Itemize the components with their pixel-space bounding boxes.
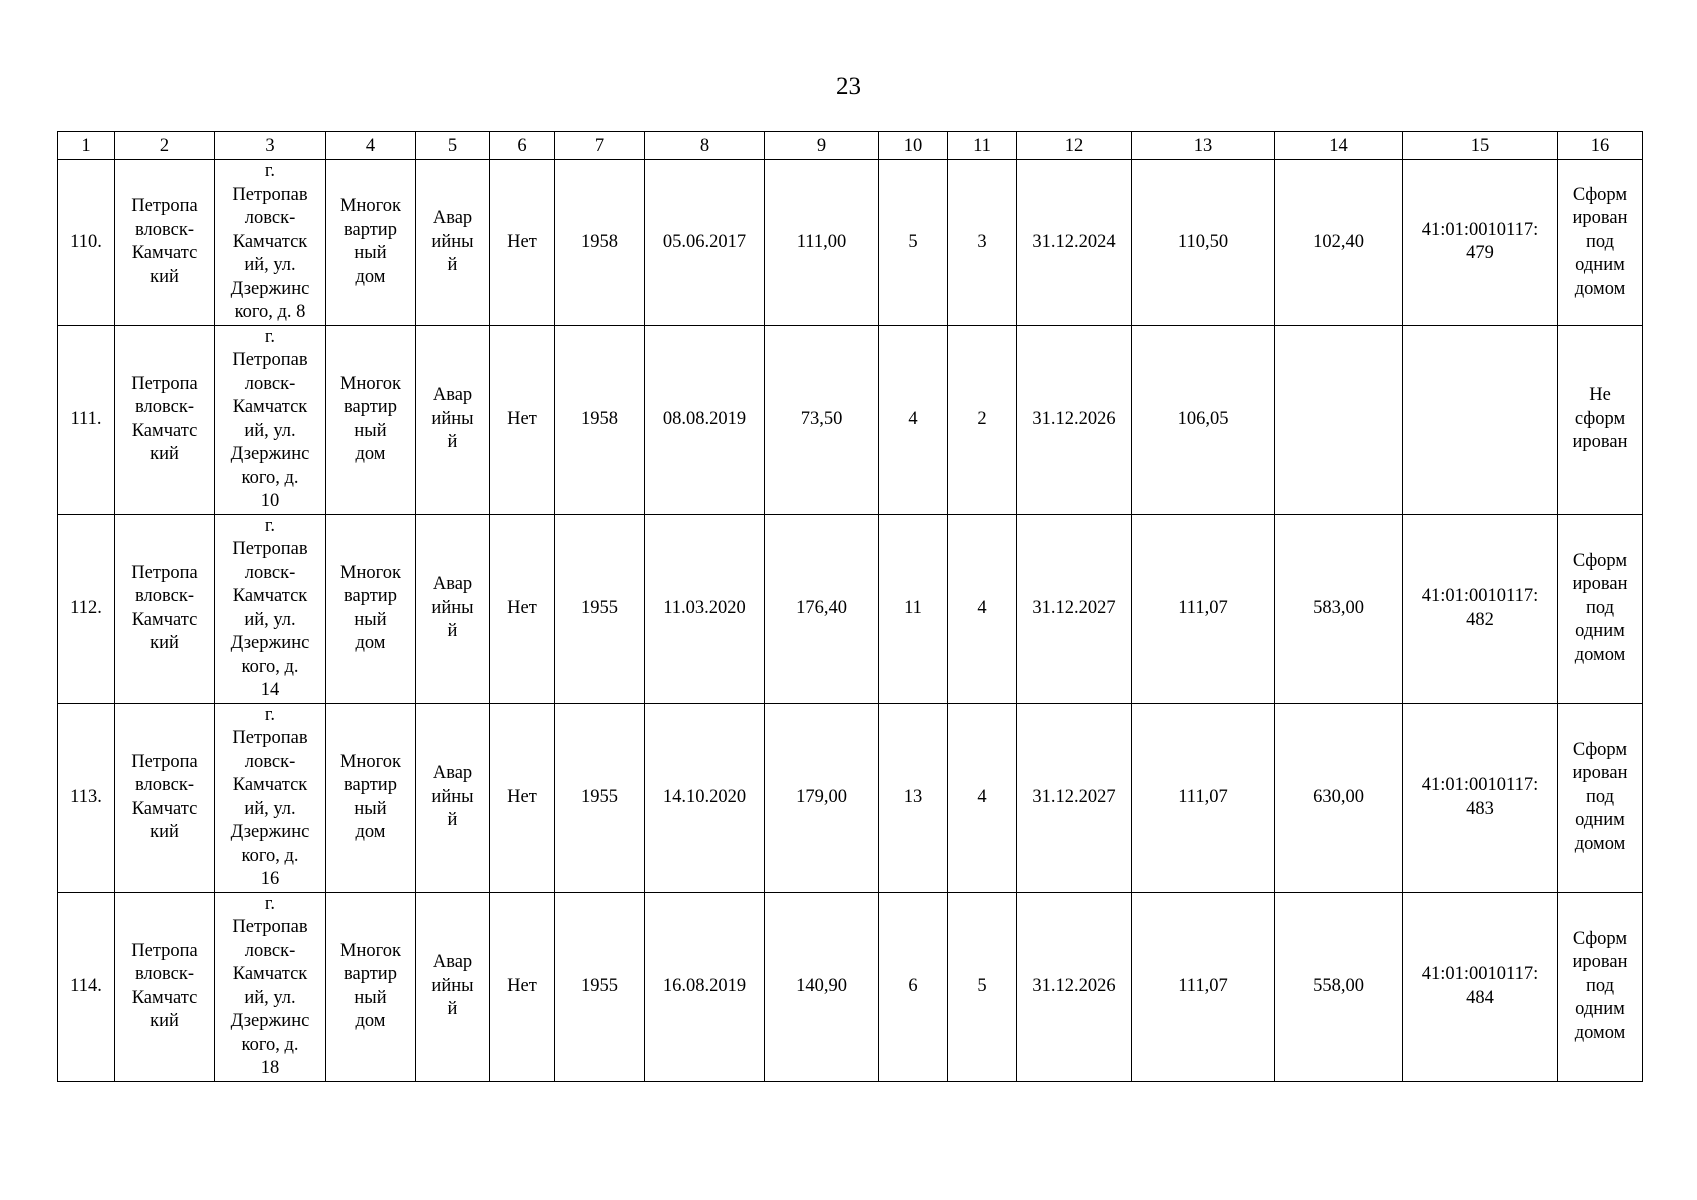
column-header: 15 bbox=[1403, 132, 1558, 160]
table-cell: Нет bbox=[490, 160, 555, 326]
table-row bbox=[58, 703, 1643, 892]
housing-registry-table bbox=[57, 131, 1643, 1082]
date-cell: 16.08.2019 bbox=[645, 892, 765, 1081]
table-cell: Нет bbox=[490, 325, 555, 514]
table-row bbox=[58, 325, 1643, 514]
deadline-cell: 31.12.2026 bbox=[1017, 325, 1132, 514]
area-cell: 73,50 bbox=[765, 325, 879, 514]
page-number: 23 bbox=[836, 73, 861, 100]
table-cell: 106,05 bbox=[1132, 325, 1275, 514]
area-cell: 176,40 bbox=[765, 514, 879, 703]
table-cell bbox=[1275, 325, 1403, 514]
address-cell: г. Петропав ловск- Камчатск ий, ул. Дзержинс кого, д. 10 bbox=[215, 325, 326, 514]
table-cell: 111,07 bbox=[1132, 703, 1275, 892]
table-cell: Нет bbox=[490, 892, 555, 1081]
year-cell: 1958 bbox=[555, 325, 645, 514]
address-cell: г. Петропав ловск- Камчатск ий, ул. Дзержинс кого, д. 14 bbox=[215, 514, 326, 703]
condition-cell: Авар ийны й bbox=[416, 325, 490, 514]
municipality-cell: Петропа вловск- Камчатс кий bbox=[115, 892, 215, 1081]
table-cell: 3 bbox=[948, 160, 1017, 326]
table-cell: 11 bbox=[879, 514, 948, 703]
table-row bbox=[58, 514, 1643, 703]
table-cell: 110,50 bbox=[1132, 160, 1275, 326]
municipality-cell: Петропа вловск- Камчатс кий bbox=[115, 160, 215, 326]
column-header: 12 bbox=[1017, 132, 1132, 160]
column-header: 2 bbox=[115, 132, 215, 160]
table-row bbox=[58, 892, 1643, 1081]
table-cell: 5 bbox=[948, 892, 1017, 1081]
condition-cell: Авар ийны й bbox=[416, 703, 490, 892]
date-cell: 08.08.2019 bbox=[645, 325, 765, 514]
column-header: 6 bbox=[490, 132, 555, 160]
municipality-cell: Петропа вловск- Камчатс кий bbox=[115, 703, 215, 892]
table-cell: 102,40 bbox=[1275, 160, 1403, 326]
table-cell: 4 bbox=[948, 703, 1017, 892]
column-header: 9 bbox=[765, 132, 879, 160]
year-cell: 1955 bbox=[555, 514, 645, 703]
address-cell: г. Петропав ловск- Камчатск ий, ул. Дзержинс кого, д. 8 bbox=[215, 160, 326, 326]
cadastral-number-cell bbox=[1403, 325, 1558, 514]
column-header: 16 bbox=[1558, 132, 1643, 160]
column-header: 11 bbox=[948, 132, 1017, 160]
row-number-cell: 110. bbox=[58, 160, 115, 326]
area-cell: 179,00 bbox=[765, 703, 879, 892]
condition-cell: Авар ийны й bbox=[416, 160, 490, 326]
column-header: 4 bbox=[326, 132, 416, 160]
building-type-cell: Многок вартир ный дом bbox=[326, 892, 416, 1081]
municipality-cell: Петропа вловск- Камчатс кий bbox=[115, 514, 215, 703]
table-row bbox=[58, 160, 1643, 326]
table-cell: 6 bbox=[879, 892, 948, 1081]
land-plot-status-cell: Сформ ирован под одним домом bbox=[1558, 703, 1643, 892]
table-cell: 2 bbox=[948, 325, 1017, 514]
column-header: 13 bbox=[1132, 132, 1275, 160]
column-header: 10 bbox=[879, 132, 948, 160]
building-type-cell: Многок вартир ный дом bbox=[326, 325, 416, 514]
table-cell: 13 bbox=[879, 703, 948, 892]
column-header: 7 bbox=[555, 132, 645, 160]
table-cell: 111,07 bbox=[1132, 892, 1275, 1081]
column-header: 5 bbox=[416, 132, 490, 160]
table-cell: 5 bbox=[879, 160, 948, 326]
column-header: 14 bbox=[1275, 132, 1403, 160]
date-cell: 11.03.2020 bbox=[645, 514, 765, 703]
address-cell: г. Петропав ловск- Камчатск ий, ул. Дзержинс кого, д. 16 bbox=[215, 703, 326, 892]
land-plot-status-cell: Сформ ирован под одним домом bbox=[1558, 514, 1643, 703]
column-header: 8 bbox=[645, 132, 765, 160]
cadastral-number-cell: 41:01:0010117: 482 bbox=[1403, 514, 1558, 703]
building-type-cell: Многок вартир ный дом bbox=[326, 160, 416, 326]
year-cell: 1955 bbox=[555, 703, 645, 892]
row-number-cell: 113. bbox=[58, 703, 115, 892]
table-cell: 630,00 bbox=[1275, 703, 1403, 892]
condition-cell: Авар ийны й bbox=[416, 892, 490, 1081]
table-cell: 111,07 bbox=[1132, 514, 1275, 703]
land-plot-status-cell: Сформ ирован под одним домом bbox=[1558, 160, 1643, 326]
row-number-cell: 112. bbox=[58, 514, 115, 703]
area-cell: 111,00 bbox=[765, 160, 879, 326]
cadastral-number-cell: 41:01:0010117: 483 bbox=[1403, 703, 1558, 892]
deadline-cell: 31.12.2026 bbox=[1017, 892, 1132, 1081]
table-cell: 558,00 bbox=[1275, 892, 1403, 1081]
land-plot-status-cell: Сформ ирован под одним домом bbox=[1558, 892, 1643, 1081]
table-cell: 583,00 bbox=[1275, 514, 1403, 703]
table-cell: Нет bbox=[490, 703, 555, 892]
column-header: 1 bbox=[58, 132, 115, 160]
table-cell: 4 bbox=[879, 325, 948, 514]
municipality-cell: Петропа вловск- Камчатс кий bbox=[115, 325, 215, 514]
deadline-cell: 31.12.2024 bbox=[1017, 160, 1132, 326]
column-number-row bbox=[58, 132, 1643, 160]
table-cell: 4 bbox=[948, 514, 1017, 703]
area-cell: 140,90 bbox=[765, 892, 879, 1081]
table-cell: Нет bbox=[490, 514, 555, 703]
deadline-cell: 31.12.2027 bbox=[1017, 514, 1132, 703]
column-header: 3 bbox=[215, 132, 326, 160]
condition-cell: Авар ийны й bbox=[416, 514, 490, 703]
date-cell: 14.10.2020 bbox=[645, 703, 765, 892]
year-cell: 1955 bbox=[555, 892, 645, 1081]
date-cell: 05.06.2017 bbox=[645, 160, 765, 326]
row-number-cell: 111. bbox=[58, 325, 115, 514]
address-cell: г. Петропав ловск- Камчатск ий, ул. Дзержинс кого, д. 18 bbox=[215, 892, 326, 1081]
land-plot-status-cell: Не сформ ирован bbox=[1558, 325, 1643, 514]
cadastral-number-cell: 41:01:0010117: 484 bbox=[1403, 892, 1558, 1081]
building-type-cell: Многок вартир ный дом bbox=[326, 514, 416, 703]
building-type-cell: Многок вартир ный дом bbox=[326, 703, 416, 892]
cadastral-number-cell: 41:01:0010117: 479 bbox=[1403, 160, 1558, 326]
row-number-cell: 114. bbox=[58, 892, 115, 1081]
year-cell: 1958 bbox=[555, 160, 645, 326]
deadline-cell: 31.12.2027 bbox=[1017, 703, 1132, 892]
